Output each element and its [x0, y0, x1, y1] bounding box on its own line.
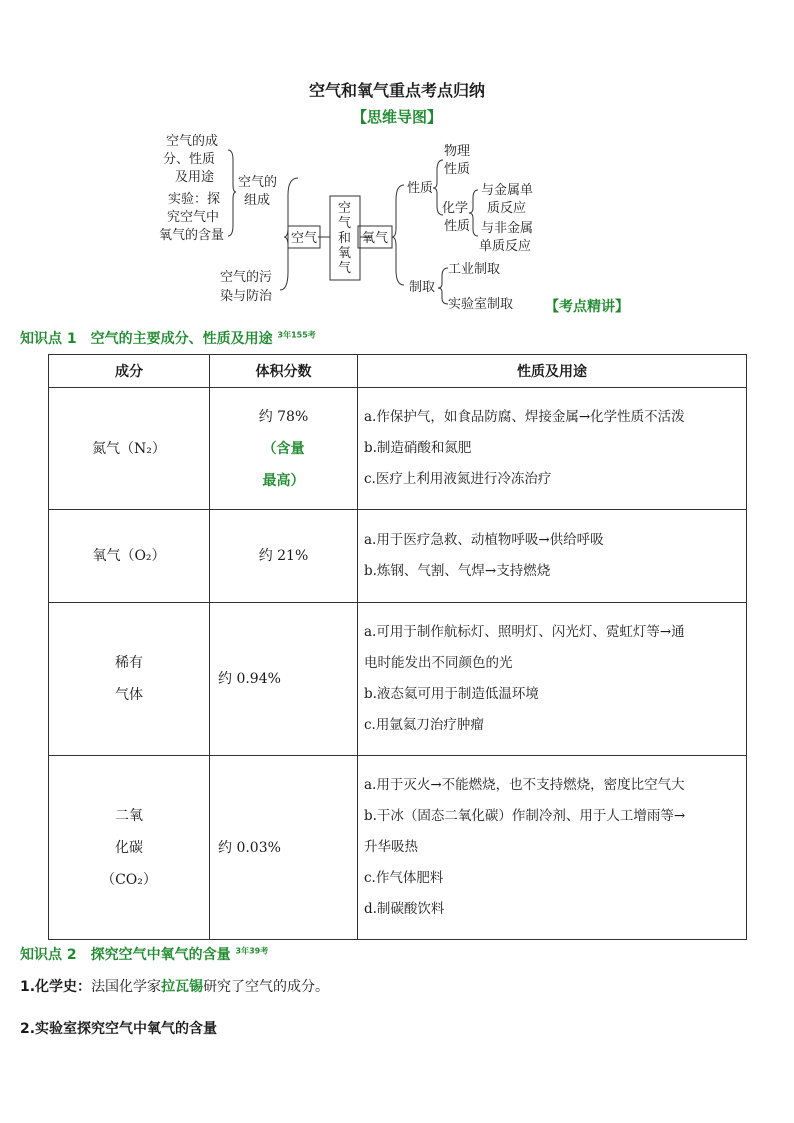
mindmap-air-composition: [238, 174, 277, 208]
use-line: 升华吸热: [364, 839, 418, 855]
row-uses: [358, 756, 747, 940]
table-header-row: [49, 355, 747, 388]
table-row: [49, 510, 747, 603]
svg-text:氧气的含量: 氧气的含量: [159, 228, 225, 243]
use-line: b.制造硝酸和氮肥: [364, 440, 472, 456]
row-name: [49, 603, 210, 756]
table-row: [49, 603, 747, 756]
air-components-table: [48, 354, 747, 940]
svg-text:氧: 氧: [338, 246, 352, 261]
mindmap-air-leaf1: [163, 133, 218, 185]
use-line: a.用于医疗急救、动植物呼吸→供给呼吸: [364, 532, 604, 548]
name-line: 化碳: [115, 839, 143, 856]
volume-value: 约 0.94%: [218, 671, 281, 687]
svg-text:空: 空: [338, 201, 352, 216]
exam-heading: 【考点精讲】: [545, 299, 629, 315]
row-name: [49, 388, 210, 510]
use-line: a.可用于制作航标灯、照明灯、闪光灯、霓虹灯等→通: [364, 624, 685, 640]
table-row: [49, 756, 747, 940]
svg-text:性质: 性质: [444, 219, 471, 234]
kp1-label: 知识点 1 空气的主要成分、性质及用途: [20, 331, 273, 347]
header-volume: 体积分数: [210, 355, 358, 388]
table-row: [49, 388, 747, 510]
svg-text:及用途: 及用途: [175, 170, 215, 185]
row-uses: [358, 510, 747, 603]
kp1-frequency: 3年155考: [277, 330, 316, 340]
name-line: 氮气（N₂）: [92, 440, 166, 457]
mindmap-nonmetal: [479, 220, 533, 254]
mindmap-heading: 【思维导图】: [351, 108, 442, 126]
mindmap-metal: [481, 182, 533, 216]
mind-map: [0, 128, 794, 318]
knowledge-point-1: [20, 328, 316, 348]
name-line: 气体: [115, 687, 143, 703]
row-uses: [358, 603, 747, 756]
knowledge-point-2: [20, 944, 268, 964]
svg-text:单质反应: 单质反应: [479, 239, 532, 254]
row-volume: [210, 388, 358, 510]
name-line: 稀有: [115, 655, 143, 671]
header-component: 成分: [49, 355, 210, 388]
row-uses: [358, 388, 747, 510]
volume-value: 约 21%: [258, 548, 309, 564]
mindmap-physical: [444, 143, 470, 177]
mindmap-chemical: [442, 201, 470, 234]
use-line: b.干冰（固态二氧化碳）作制冷剂、用于人工增雨等→: [364, 808, 686, 824]
name-line: 二氧: [115, 807, 143, 824]
volume-note: （含量: [262, 440, 305, 457]
svg-text:性质: 性质: [444, 162, 471, 177]
scientist-name: 拉瓦锡: [161, 979, 204, 995]
kp2-frequency: 3年39考: [235, 946, 269, 956]
use-line: c.医疗上利用液氮进行冷冻治疗: [364, 471, 552, 487]
mindmap-air-leaf2: [159, 191, 224, 243]
mindmap-oxygen: 氧气: [362, 231, 389, 246]
svg-text:化学: 化学: [442, 201, 469, 216]
kp2-label: 知识点 2 探究空气中氧气的含量: [20, 947, 231, 963]
row-volume: [210, 603, 358, 756]
history-pre: 法国化学家: [91, 979, 162, 995]
svg-text:与金属单: 与金属单: [481, 183, 534, 198]
svg-text:空气的: 空气的: [238, 175, 278, 190]
svg-text:染与防治: 染与防治: [220, 289, 273, 304]
svg-text:物理: 物理: [444, 144, 471, 159]
lab-experiment-text: 2.实验室探究空气中氧气的含量: [20, 1021, 218, 1037]
volume-value: 约 0.03%: [218, 839, 281, 856]
use-line: 电时能发出不同颜色的光: [364, 655, 513, 671]
svg-text:气: 气: [338, 261, 352, 276]
mindmap-center: [338, 200, 351, 276]
svg-text:空气的污: 空气的污: [220, 270, 273, 285]
svg-text:和: 和: [338, 231, 352, 246]
volume-note: 最高）: [262, 472, 305, 489]
svg-text:实验：探: 实验：探: [168, 192, 221, 207]
row-name: [49, 510, 210, 603]
mindmap-air: 空气: [291, 231, 318, 246]
history-post: 研究了空气的成分。: [203, 979, 330, 995]
row-volume: [210, 510, 358, 603]
use-line: c.用氩氦刀治疗肿瘤: [364, 717, 484, 733]
mindmap-air-pollution: [220, 269, 273, 304]
history-lead: 1.化学史：: [20, 979, 92, 995]
name-line: 氧气（O₂）: [92, 548, 166, 564]
history-paragraph: [20, 976, 329, 996]
use-line: b.液态氦可用于制造低温环境: [364, 686, 539, 702]
lab-experiment-heading: [20, 1018, 217, 1038]
svg-text:究空气中: 究空气中: [167, 210, 220, 225]
svg-text:组成: 组成: [244, 193, 271, 208]
use-line: b.炼钢、气割、气焊→支持燃烧: [364, 563, 551, 579]
mindmap-preparation: 制取: [409, 280, 436, 295]
mindmap-industrial: 工业制取: [448, 262, 501, 277]
name-line: （CO₂）: [101, 871, 157, 888]
header-properties: 性质及用途: [358, 355, 747, 388]
mindmap-lab: 实验室制取: [448, 297, 514, 312]
svg-text:质反应: 质反应: [487, 201, 527, 216]
svg-text:分、性质: 分、性质: [163, 152, 216, 167]
svg-text:空气的成: 空气的成: [166, 134, 219, 149]
row-volume: [210, 756, 358, 940]
use-line: a.用于灭火→不能燃烧，也不支持燃烧，密度比空气大: [364, 777, 685, 793]
mindmap-properties: 性质: [407, 181, 434, 196]
volume-value: 约 78%: [258, 408, 309, 425]
use-line: d.制碳酸饮料: [364, 901, 445, 917]
svg-text:与非金属: 与非金属: [481, 221, 534, 236]
row-name: [49, 756, 210, 940]
use-line: a.作保护气，如食品防腐、焊接金属→化学性质不活泼: [364, 409, 685, 425]
svg-text:气: 气: [338, 216, 352, 231]
page-title: 空气和氧气重点考点归纳: [308, 81, 485, 100]
use-line: c.作气体肥料: [364, 870, 444, 886]
